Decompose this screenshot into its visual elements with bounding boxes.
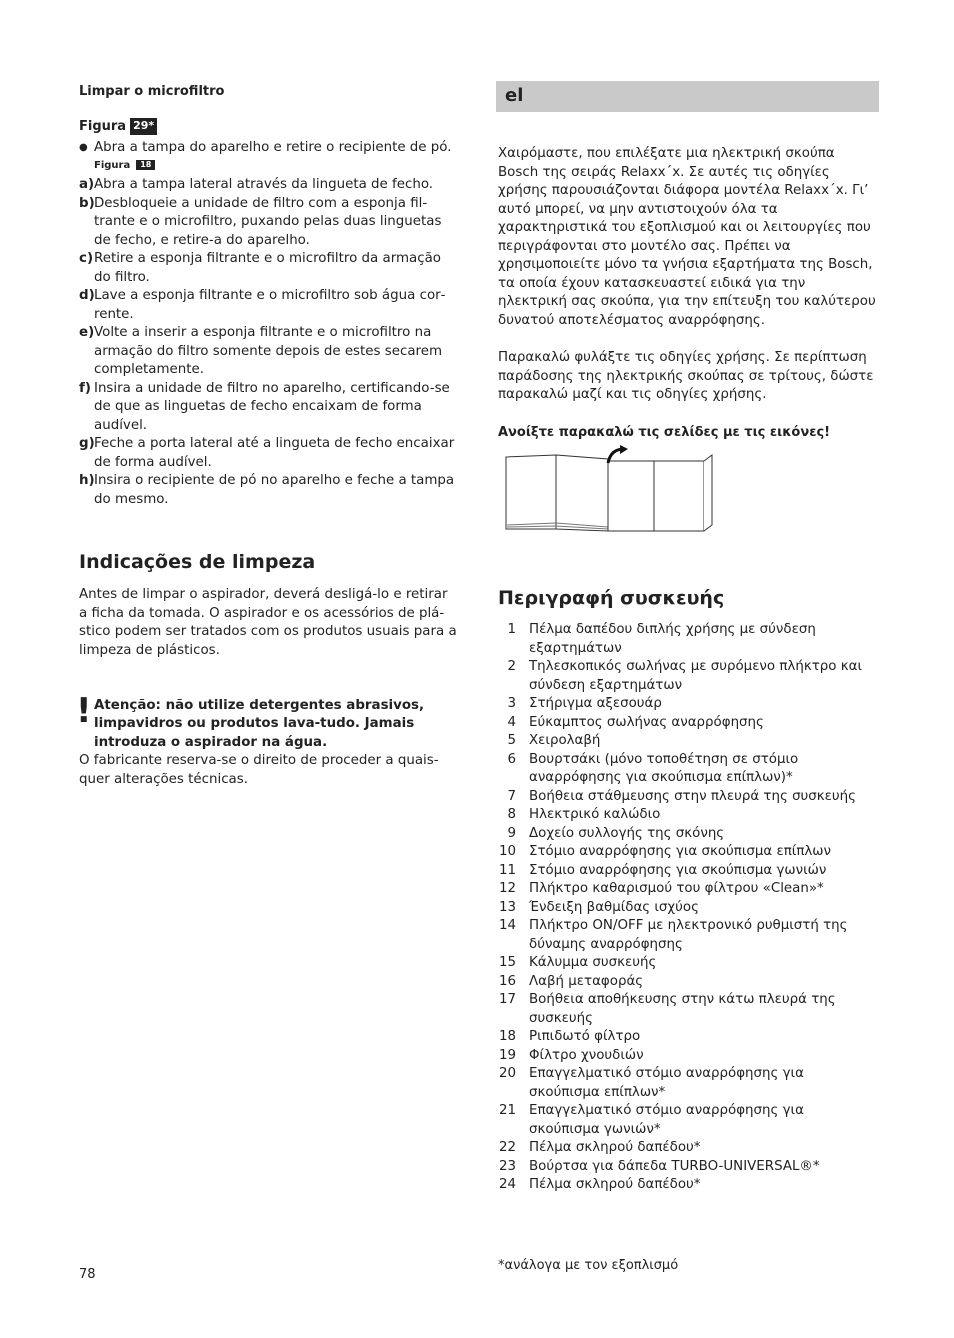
warning-text: Atenção: não utilize detergentes abrasivos, limpavidros ou produtos lava-tudo. Jamais introduza o aspirador na água. xyxy=(94,697,425,750)
part-name: Ένδειξη βαθμίδας ισχύος xyxy=(529,899,699,915)
list-item xyxy=(498,1139,878,1158)
list-item xyxy=(498,862,878,881)
part-name: Δοχείο συλλογής της σκόνης xyxy=(529,825,725,841)
sub-figure-badge: 18 xyxy=(136,160,155,170)
bullet-text: Abra a tampa do aparelho e retire o recipiente de pó. xyxy=(94,140,452,155)
part-name: Ηλεκτρικό καλώδιο xyxy=(529,807,661,822)
part-number: 24 xyxy=(498,1177,516,1192)
list-item xyxy=(498,1158,878,1177)
list-item xyxy=(79,380,459,436)
list-item xyxy=(498,658,878,695)
list-item xyxy=(498,714,878,733)
part-name: Επαγγελματικό στόμιο αναρρόφησης για σκούπισμα γωνιών* xyxy=(529,1103,804,1137)
step-text: Insira o recipiente de pó no aparelho e feche a tampa do mesmo. xyxy=(94,473,455,507)
list-item xyxy=(498,1102,878,1139)
list-item xyxy=(498,880,878,899)
step-text: Lave a esponja filtrante e o microfiltro sob água corrente. xyxy=(94,288,446,322)
list-item xyxy=(498,843,878,862)
part-number: 5 xyxy=(507,733,516,748)
figure-reference xyxy=(79,118,459,137)
part-name: Κάλυμμα συσκευής xyxy=(529,955,657,970)
step-label: h) xyxy=(79,473,95,488)
part-name: Στόμιο αναρρόφησης για σκούπισμα επίπλων xyxy=(529,844,832,859)
part-name: Πέλμα σκληρού δαπέδου* xyxy=(529,1177,701,1192)
step-text: Volte a inserir a esponja filtrante e o microfiltro na armação do filtro somente depois de estes secarem completamente. xyxy=(94,325,443,377)
list-item xyxy=(498,825,878,844)
step-text: Retire a esponja filtrante e o microfiltro da armação do filtro. xyxy=(94,251,441,285)
list-item xyxy=(498,732,878,751)
step-text: Insira a unidade de filtro no aparelho, certificando-se de que as linguetas de fecho encaixam de forma audível. xyxy=(94,380,450,433)
open-pages-note: Ανοίξτε παρακαλώ τις σελίδες με τις εικόνες! xyxy=(498,425,831,440)
list-item xyxy=(498,1176,878,1195)
step-label: b) xyxy=(79,195,95,211)
cleaning-section-title: Indicações de limpeza xyxy=(79,551,316,573)
list-item xyxy=(498,917,878,954)
part-number: 12 xyxy=(498,881,516,896)
part-number: 8 xyxy=(507,807,516,822)
equipment-footnote: *ανάλογα με τον εξοπλισμό xyxy=(498,1258,679,1273)
step-label: a) xyxy=(79,177,95,192)
part-number: 9 xyxy=(507,825,516,841)
microfilter-heading: Limpar o microfiltro xyxy=(79,84,225,99)
cleaning-text: Antes de limpar o aspirador, deverá desligá-lo e retirar a ficha da tomada. O aspirador e os acessórios de plástico podem ser tratados com os produtos usuais para a limpeza de plásticos. xyxy=(79,587,457,658)
part-number: 10 xyxy=(498,844,516,859)
part-number: 15 xyxy=(498,955,516,970)
warning-note xyxy=(76,690,474,753)
part-number: 13 xyxy=(498,899,516,915)
part-name: Βουρτσάκι (μόνο τοποθέτηση σε στόμιο αναρρόφησης για σκούπισμα επίπλων)* xyxy=(529,751,799,785)
bullet-step xyxy=(79,139,474,158)
list-item xyxy=(79,250,459,287)
part-number: 2 xyxy=(507,659,516,674)
part-name: Χειρολαβή xyxy=(529,733,601,748)
step-label: d) xyxy=(79,288,95,303)
list-item xyxy=(498,1028,878,1047)
part-number: 20 xyxy=(498,1066,516,1081)
page-number: 78 xyxy=(79,1267,96,1282)
cleaning-steps-list xyxy=(79,176,459,509)
list-item xyxy=(498,973,878,992)
part-name: Πλήκτρο ON/OFF με ηλεκτρονικό ρυθμιστή της δύναμης αναρρόφησης xyxy=(529,918,848,952)
list-item xyxy=(498,751,878,788)
keep-instructions-text: Παρακαλώ φυλάξτε τις οδηγίες χρήσης. Σε περίπτωση παράδοσης της ηλεκτρικής σκούπας σε τρίτους, δώστε παρακαλώ μαζί και τις οδηγίες χρήσης. xyxy=(498,350,874,402)
part-number: 1 xyxy=(507,622,516,637)
list-item xyxy=(498,1065,878,1102)
part-name: Πλήκτρο καθαρισμού του φίλτρου «Clean»* xyxy=(529,881,824,896)
warning-icon: ! xyxy=(76,690,92,731)
list-item xyxy=(79,435,459,472)
part-number: 22 xyxy=(498,1140,516,1155)
list-item xyxy=(498,899,878,918)
part-number: 3 xyxy=(507,696,516,711)
part-number: 19 xyxy=(498,1047,516,1063)
manufacturer-note: O fabricante reserva-se o direito de proceder a quaisquer alterações técnicas. xyxy=(79,753,439,787)
list-item xyxy=(79,324,459,380)
language-code: el xyxy=(505,85,524,106)
part-number: 4 xyxy=(507,714,516,730)
list-item xyxy=(498,788,878,807)
part-name: Φίλτρο χνουδιών xyxy=(529,1047,644,1063)
part-number: 21 xyxy=(498,1103,516,1118)
part-name: Εύκαμπτος σωλήνας αναρρόφησης xyxy=(529,714,764,730)
device-description-title: Περιγραφή συσκευής xyxy=(498,587,725,609)
part-name: Ριπιδωτό φίλτρο xyxy=(529,1029,641,1044)
part-name: Βοήθεια αποθήκευσης στην κάτω πλευρά της συσκευής xyxy=(529,992,836,1026)
part-name: Λαβή μεταφοράς xyxy=(529,973,644,989)
part-number: 18 xyxy=(498,1029,516,1044)
part-number: 6 xyxy=(507,751,516,767)
sub-figure-reference xyxy=(94,157,155,174)
list-item xyxy=(498,954,878,973)
open-booklet-icon xyxy=(504,445,716,535)
step-label: c) xyxy=(79,251,94,266)
part-number: 23 xyxy=(498,1158,516,1174)
step-text: Desbloqueie a unidade de filtro com a esponja filtrante e o microfiltro, puxando pelas duas linguetas de fecho, e retire-a do aparelho. xyxy=(94,195,442,248)
device-parts-list xyxy=(498,621,878,1195)
list-item xyxy=(498,1047,878,1066)
list-item xyxy=(498,991,878,1028)
language-header-bar xyxy=(496,81,879,112)
part-number: 11 xyxy=(498,862,516,878)
part-number: 7 xyxy=(507,788,516,804)
step-text: Feche a porta lateral até a lingueta de fecho encaixar de forma audível. xyxy=(94,436,455,470)
list-item xyxy=(79,195,459,251)
part-name: Επαγγελματικό στόμιο αναρρόφησης για σκούπισμα επίπλων* xyxy=(529,1066,804,1100)
step-label: e) xyxy=(79,325,95,340)
part-number: 14 xyxy=(498,918,516,933)
intro-text: Χαιρόμαστε, που επιλέξατε μια ηλεκτρική σκούπα Bosch της σειράς Relaxx΄x. Σε αυτές τις οδηγίες χρήσης παρουσιάζονται διάφορα μοντέλα Relaxx΄x. Γι’ αυτό μπορεί, να μην αντιστοιχούν όλα τα χαρακτηριστικά του εξοπλισμού και οι λειτουργίες που περιγράφονται στο μοντέλο σας. Πρέπει να χρησιμοποιείτε μόνο τα γνήσια εξαρτήματα της Bosch, τα οποία έχουν κατασκευαστεί ειδικά για την ηλεκτρική σας σκούπα, για την επίτευξη του καλύτερου δυνατού αποτελέσματος αναρρόφησης. xyxy=(498,146,876,328)
part-name: Βούρτσα για δάπεδα TURBO-UNIVERSAL®* xyxy=(529,1158,820,1174)
figure-number-badge: 29* xyxy=(130,118,157,135)
list-item xyxy=(498,806,878,825)
step-label: g) xyxy=(79,436,95,451)
list-item xyxy=(79,472,459,509)
part-name: Πέλμα δαπέδου διπλής χρήσης με σύνδεση εξαρτημάτων xyxy=(529,622,816,656)
part-name: Βοήθεια στάθμευσης στην πλευρά της συσκευής xyxy=(529,788,857,804)
part-name: Πέλμα σκληρού δαπέδου* xyxy=(529,1140,701,1155)
list-item xyxy=(498,621,878,658)
step-label: f) xyxy=(79,380,91,396)
step-text: Abra a tampa lateral através da lingueta de fecho. xyxy=(94,177,434,192)
part-name: Τηλεσκοπικός σωλήνας με συρόμενο πλήκτρο και σύνδεση εξαρτημάτων xyxy=(529,659,862,693)
sub-figure-label: Figura xyxy=(94,160,131,171)
figure-label: Figura xyxy=(79,119,127,134)
part-number: 16 xyxy=(498,973,516,989)
part-name: Στόμιο αναρρόφησης για σκούπισμα γωνιών xyxy=(529,862,827,878)
list-item xyxy=(79,176,459,195)
list-item xyxy=(498,695,878,714)
list-item xyxy=(79,287,459,324)
part-number: 17 xyxy=(498,992,516,1007)
part-name: Στήριγμα αξεσουάρ xyxy=(529,696,662,711)
